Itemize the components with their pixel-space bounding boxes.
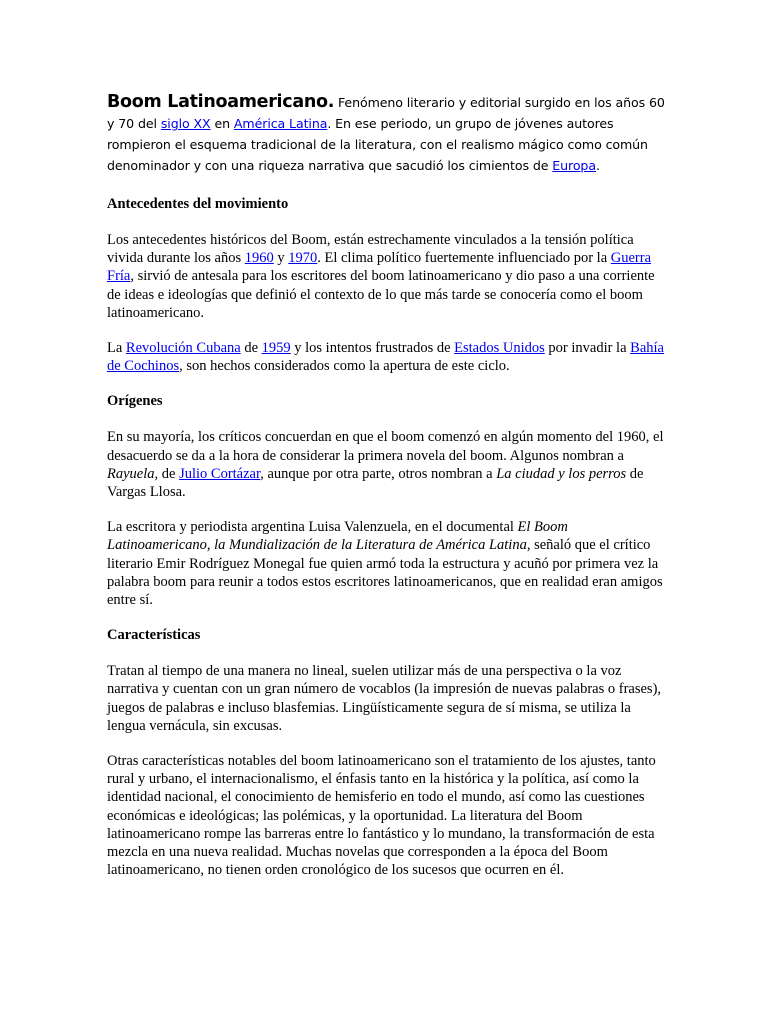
body-text: La escritora y periodista argentina Luisa Valenzuela, en el documental [107,519,518,536]
body-text: . El clima político fuertemente influenciado por la [317,250,611,267]
heading-caracteristicas: Características [107,627,201,644]
link-revolucion-cubana[interactable]: Revolución Cubana [125,340,241,357]
body-text: , de [154,465,180,482]
title-documental: El Boom Latinoamericano, la Mundialización de la Literatura de América Latina [107,519,568,554]
body-text: , señaló que el crítico literario Emir Rodríguez Monegal fue quien armó toda la estructura y acuñó por primera vez la palabra boom para reunir a todos estos escritores latinoamericanos, que en realidad eran amigos entre sí. [107,537,663,609]
body-text: La [107,340,126,357]
document-title: Boom Latinoamericano. [107,92,335,112]
body-text: de Vargas Llosa. [107,465,644,501]
body-text: , son hechos considerados como la apertura de este ciclo. [179,358,510,375]
link-estados-unidos[interactable]: Estados Unidos [454,340,545,357]
intro-text: Fenómeno literario y editorial surgido en los años 60 y 70 del [107,95,665,131]
body-text: y [273,250,289,267]
body-text: En su mayoría, los críticos concuerdan en que el boom comenzó en algún momento del 1960, el desacuerdo se da a la hora de considerar la primera novela del boom. Algunos nombran a [107,429,664,464]
intro-text: . [595,158,600,173]
paragraph-origenes-2 [107,518,668,609]
link-america-latina[interactable]: América Latina [233,116,328,131]
body-text: , aunque por otra parte, otros nombran a [260,465,497,482]
body-text: , sirvió de antesala para los escritores del boom latinoamericano y dio paso a una corriente de ideas e ideologías que definió el contexto de lo que más tarde se conocería como el boom latinoamericano. [107,268,655,321]
link-guerra-fria[interactable]: Guerra Fría [107,250,652,285]
link-1960[interactable]: 1960 [244,250,274,267]
paragraph-caracteristicas-2: Otras características notables del boom latinoamericano son el tratamiento de los ajustes, tanto rural y urbano, el internacionalismo, el énfasis tanto en la histórica y la política, así como la identidad nacional, el conocimiento de hemisferio en todo el mundo, así como las cuestiones económicas e ideológicas; las polémicas, y la oportunidad. La literatura del Boom latinoamericano rompe las barreras entre lo fantástico y lo mundano, la transformación de esta mezcla en una nueva realidad. Muchas novelas que corresponden a la época del Boom latinoamericano, no tienen orden cronológico de los sucesos que ocurren en él. [107,753,656,879]
link-1970[interactable]: 1970 [288,250,318,267]
intro-text: en [210,116,234,131]
paragraph-origenes-1 [107,428,668,501]
title-la-ciudad-y-los-perros: La ciudad y los perros [496,465,627,482]
paragraph-antecedentes-1 [107,231,668,322]
intro-text: . En ese periodo, un grupo de jóvenes autores rompieron el esquema tradicional de la literatura, con el realismo mágico como común denominador y con una riqueza narrativa que sacudió los cimientos de [107,116,648,173]
body-text: Los antecedentes históricos del Boom, están estrechamente vinculados a la tensión política vivida durante los años [107,232,634,267]
link-1959[interactable]: 1959 [261,340,291,357]
link-europa[interactable]: Europa [552,158,596,173]
link-bahia-de-cochinos[interactable]: Bahía de Cochinos [107,340,664,375]
heading-origenes: Orígenes [107,393,163,410]
title-rayuela: Rayuela [107,465,155,482]
paragraph-caracteristicas-1: Tratan al tiempo de una manera no lineal, suelen utilizar más de una perspectiva o la voz narrativa y cuentan con un gran número de vocablos (la impresión de nuevas palabras o frases), juegos de palabras e incluso blasfemias. Lingüísticamente segura de sí misma, se utiliza la lengua vernácula, sin excusas. [107,663,662,734]
body-text: de [240,340,262,357]
link-siglo-xx[interactable]: siglo XX [160,116,211,131]
body-text: y los intentos frustrados de [290,340,455,357]
body-text: por invadir la [544,340,631,357]
intro-paragraph [107,92,668,176]
link-julio-cortazar[interactable]: Julio Cortázar [179,465,261,482]
heading-antecedentes: Antecedentes del movimiento [107,196,289,212]
paragraph-antecedentes-2 [107,339,668,375]
